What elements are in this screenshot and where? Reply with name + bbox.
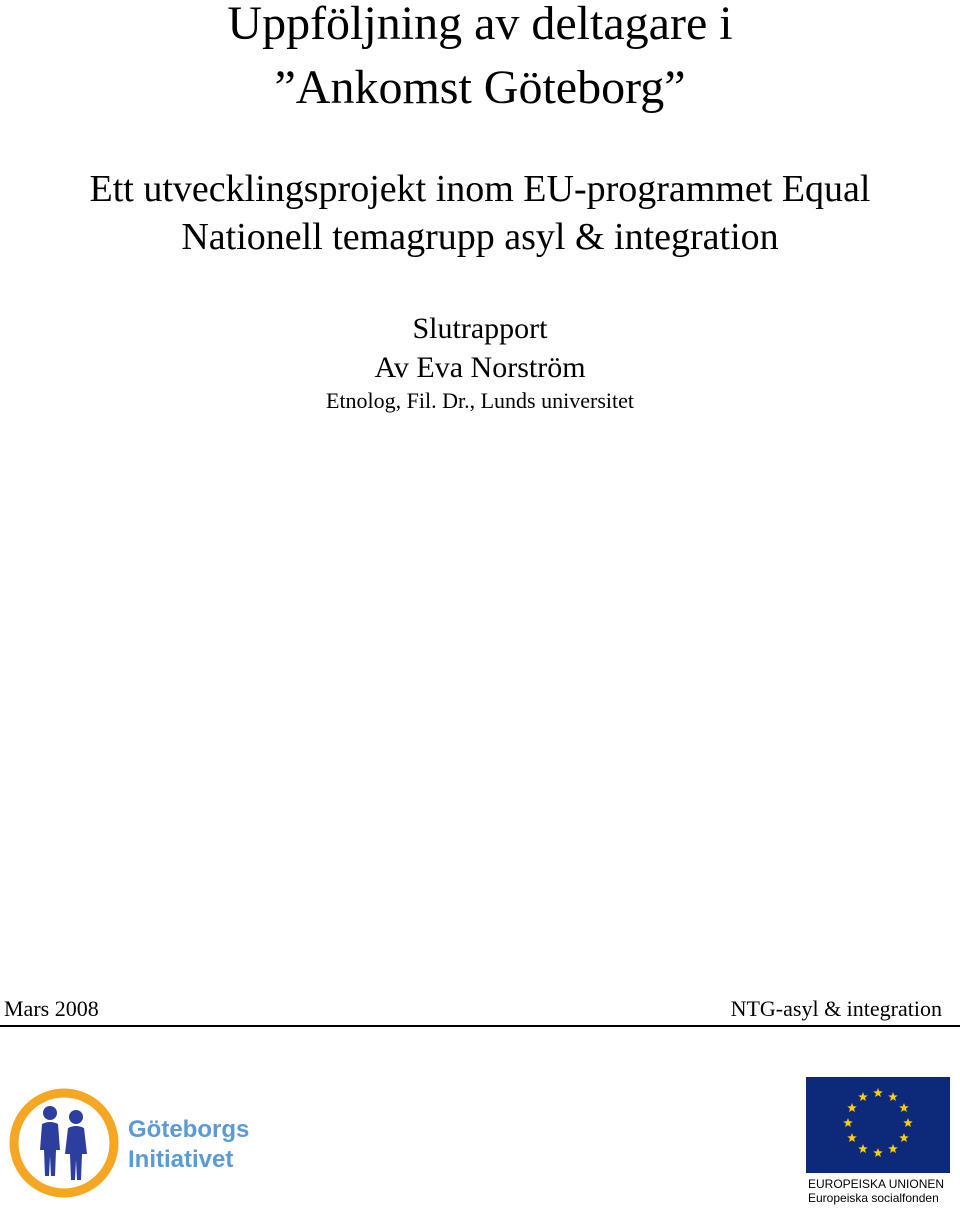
- title-line-2: ”Ankomst Göteborg”: [274, 61, 686, 114]
- eu-flag-icon: [806, 1077, 950, 1173]
- eu-label-line-1: EUROPEISKA UNIONEN: [808, 1177, 945, 1191]
- eu-social-fund-logo: [806, 1077, 952, 1207]
- subtitle-line-2: Nationell temagrupp asyl & integration: [181, 216, 779, 258]
- goteborgs-initiativet-line-1: Göteborgs: [128, 1116, 250, 1143]
- eu-label-line-2: Europeiska socialfonden: [808, 1191, 939, 1205]
- footer-date: Mars 2008: [4, 996, 99, 1021]
- report-type: Slutrapport: [412, 312, 548, 345]
- goteborgs-initiativet-emblem-icon: [6, 1084, 126, 1202]
- author-affiliation: Etnolog, Fil. Dr., Lunds universitet: [326, 388, 634, 413]
- goteborgs-initiativet-logo: [6, 1084, 296, 1202]
- subtitle-line-1: Ett utvecklingsprojekt inom EU-programmet Equal: [89, 168, 871, 210]
- footer-org: NTG-asyl & integration: [730, 996, 942, 1021]
- report-author: Av Eva Norström: [374, 351, 586, 384]
- goteborgs-initiativet-line-2: Initiativet: [128, 1146, 234, 1173]
- footer-divider: [0, 1025, 960, 1027]
- title-line-1: Uppföljning av deltagare i: [227, 0, 733, 50]
